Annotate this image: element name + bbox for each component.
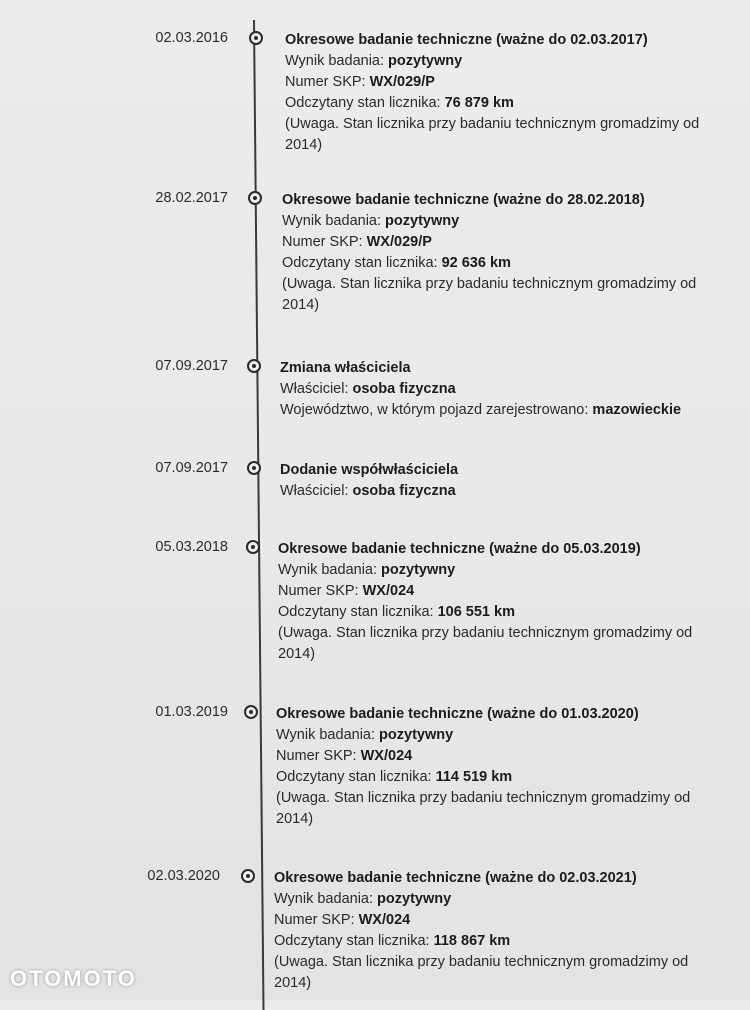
entry-date: 01.03.2019	[155, 704, 228, 720]
region-label: Województwo, w którym pojazd zarejestrowano:	[280, 402, 589, 418]
odometer-value: 114 519 km	[435, 769, 513, 785]
owner-label: Właściciel:	[280, 381, 349, 397]
entry-date: 07.09.2017	[155, 460, 228, 476]
result-value: pozytywny	[385, 213, 460, 229]
owner-line	[280, 379, 720, 400]
entry-details	[285, 30, 725, 156]
entry-title: Okresowe badanie techniczne (ważne do 01.03.2020)	[276, 706, 639, 722]
skp-value: WX/024	[360, 748, 413, 764]
result-line	[274, 889, 714, 910]
result-line	[285, 51, 725, 72]
owner-line	[280, 481, 720, 502]
result-line	[278, 560, 718, 581]
skp-value: WX/029/P	[366, 234, 432, 250]
result-value: pozytywny	[379, 727, 454, 743]
timeline-line	[253, 20, 265, 1010]
owner-label: Właściciel:	[280, 483, 349, 499]
odometer-label: Odczytany stan licznika:	[285, 95, 441, 111]
result-line	[276, 725, 716, 746]
skp-line	[274, 910, 714, 931]
result-label: Wynik badania:	[276, 727, 376, 743]
odometer-value: 106 551 km	[437, 604, 515, 620]
skp-line	[282, 232, 722, 253]
skp-line	[285, 72, 725, 93]
skp-line	[276, 746, 716, 767]
entry-details	[282, 190, 722, 316]
odometer-line	[278, 602, 718, 623]
skp-label: Numer SKP:	[274, 912, 355, 928]
odometer-line	[276, 767, 716, 788]
odometer-note: (Uwaga. Stan licznika przy badaniu technicznym gromadzimy od 2014)	[278, 625, 693, 662]
result-value: pozytywny	[381, 562, 456, 578]
result-line	[282, 211, 722, 232]
entry-date: 07.09.2017	[155, 358, 228, 374]
timeline-dot-icon	[244, 705, 258, 719]
result-label: Wynik badania:	[285, 53, 385, 69]
odometer-line	[282, 253, 722, 274]
odometer-note: (Uwaga. Stan licznika przy badaniu technicznym gromadzimy od 2014)	[276, 790, 691, 827]
skp-line	[278, 581, 718, 602]
owner-value: osoba fizyczna	[352, 381, 456, 397]
odometer-note: (Uwaga. Stan licznika przy badaniu technicznym gromadzimy od 2014)	[285, 116, 700, 153]
entry-date: 28.02.2017	[155, 190, 228, 206]
result-label: Wynik badania:	[278, 562, 378, 578]
skp-label: Numer SKP:	[285, 74, 366, 90]
odometer-label: Odczytany stan licznika:	[274, 933, 430, 949]
odometer-note: (Uwaga. Stan licznika przy badaniu technicznym gromadzimy od 2014)	[274, 954, 689, 991]
entry-date: 05.03.2018	[155, 539, 228, 555]
odometer-line	[274, 931, 714, 952]
entry-title: Okresowe badanie techniczne (ważne do 05.03.2019)	[278, 541, 641, 557]
entry-title: Okresowe badanie techniczne (ważne do 02.03.2021)	[274, 870, 637, 886]
result-label: Wynik badania:	[274, 891, 374, 907]
entry-details	[280, 358, 720, 421]
odometer-label: Odczytany stan licznika:	[282, 255, 438, 271]
odometer-line	[285, 93, 725, 114]
skp-value: WX/024	[358, 912, 411, 928]
skp-label: Numer SKP:	[282, 234, 363, 250]
entry-details	[280, 460, 720, 502]
odometer-label: Odczytany stan licznika:	[278, 604, 434, 620]
timeline-dot-icon	[248, 191, 262, 205]
timeline-dot-icon	[241, 869, 255, 883]
skp-label: Numer SKP:	[276, 748, 357, 764]
entry-date: 02.03.2016	[155, 30, 228, 46]
result-label: Wynik badania:	[282, 213, 382, 229]
region-line	[280, 400, 720, 421]
skp-value: WX/029/P	[369, 74, 435, 90]
odometer-label: Odczytany stan licznika:	[276, 769, 432, 785]
entry-date: 02.03.2020	[147, 868, 220, 884]
odometer-value: 92 636 km	[441, 255, 511, 271]
owner-value: osoba fizyczna	[352, 483, 456, 499]
odometer-value: 76 879 km	[444, 95, 514, 111]
otomoto-watermark: OTOMOTO	[10, 966, 137, 991]
entry-title: Okresowe badanie techniczne (ważne do 02.03.2017)	[285, 32, 648, 48]
timeline-dot-icon	[249, 31, 263, 45]
timeline-dot-icon	[247, 461, 261, 475]
skp-label: Numer SKP:	[278, 583, 359, 599]
timeline-dot-icon	[246, 540, 260, 554]
region-value: mazowieckie	[592, 402, 682, 418]
odometer-value: 118 867 km	[433, 933, 511, 949]
result-value: pozytywny	[388, 53, 463, 69]
entry-details	[276, 704, 716, 830]
entry-title: Zmiana właściciela	[280, 360, 411, 376]
entry-details	[274, 868, 714, 994]
odometer-note: (Uwaga. Stan licznika przy badaniu technicznym gromadzimy od 2014)	[282, 276, 697, 313]
skp-value: WX/024	[362, 583, 415, 599]
entry-title: Dodanie współwłaściciela	[280, 462, 459, 478]
entry-title: Okresowe badanie techniczne (ważne do 28.02.2018)	[282, 192, 645, 208]
entry-details	[278, 539, 718, 665]
result-value: pozytywny	[377, 891, 452, 907]
timeline-dot-icon	[247, 359, 261, 373]
